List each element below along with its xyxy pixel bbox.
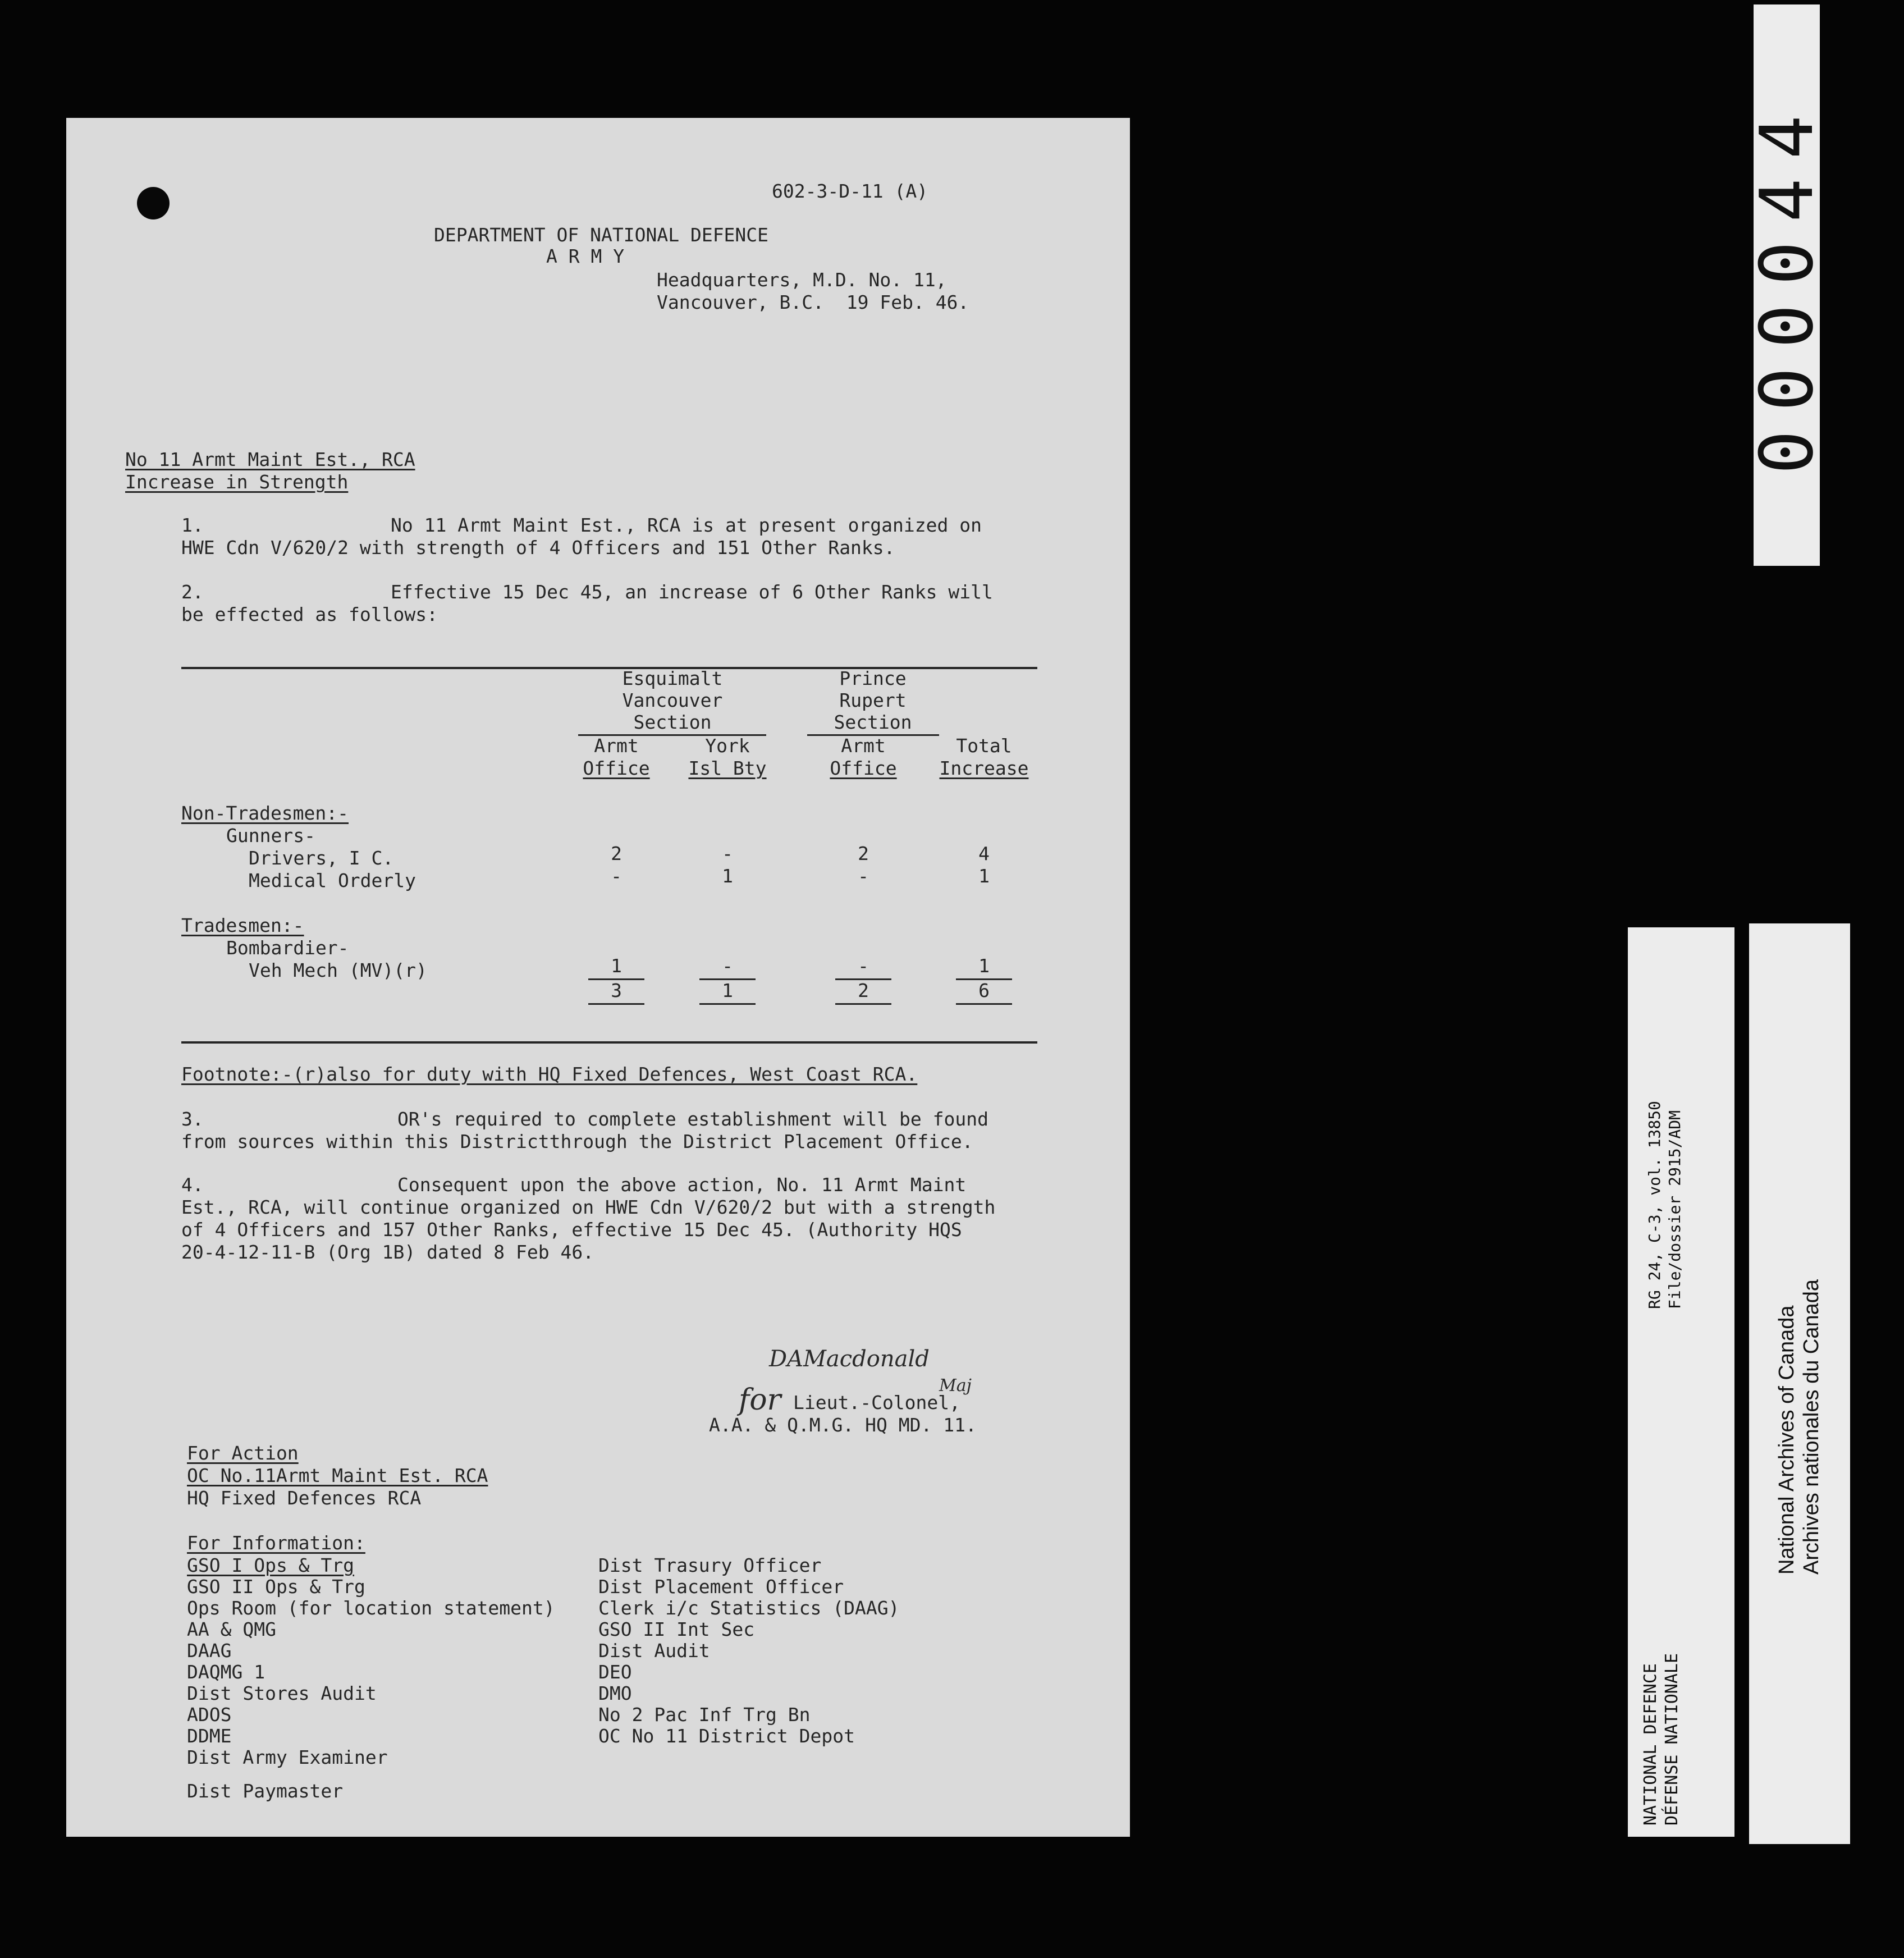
signature-office: A.A. & Q.M.G. HQ MD. 11. [709, 1414, 977, 1436]
info-left-item: DAAG [187, 1640, 232, 1662]
para1-line2: HWE Cdn V/620/2 with strength of 4 Officers and 151 Other Ranks. [181, 537, 895, 559]
total-double-rule-col2 [699, 1003, 756, 1005]
tradesmen-heading: Tradesmen:- [181, 914, 304, 936]
para4-line2: Est., RCA, will continue organized on HWE Cdn V/620/2 but with a strength [181, 1196, 996, 1218]
reference-line1: RG 24, C-3, vol. 13850 [1645, 1101, 1664, 1309]
for-action-item-2: HQ Fixed Defences RCA [187, 1487, 422, 1509]
medical-col2: 1 [722, 865, 733, 887]
medical-col4: 1 [978, 865, 990, 887]
para2-line2: be effected as follows: [181, 603, 438, 625]
for-information-heading: For Information: [187, 1532, 365, 1554]
department-heading: DEPARTMENT OF NATIONAL DEFENCE [434, 224, 769, 246]
info-left-item: Ops Room (for location statement) [187, 1597, 555, 1619]
signature-rank: Maj [939, 1376, 972, 1396]
vehmech-label: Veh Mech (MV)(r) [249, 959, 427, 981]
col1-header-1: Armt [594, 735, 639, 757]
col4-header-1: Total [956, 735, 1012, 757]
esquimalt-header-2: Vancouver [622, 689, 723, 711]
total-col3: 2 [858, 980, 869, 1001]
drivers-col3: 2 [858, 843, 869, 864]
signature-title: Lieut.-Colonel, [793, 1392, 961, 1413]
reel-number-stamp [1744, 4, 1829, 566]
prince-header-1: Prince [839, 667, 907, 689]
vehmech-col2: - [722, 955, 733, 977]
prince-header-2: Rupert [839, 689, 907, 711]
total-col4: 6 [978, 980, 990, 1001]
reference-line2: File/dossier 2915/ADM [1665, 1110, 1684, 1309]
subject-line2: Increase in Strength [125, 471, 349, 493]
archives-line1: National Archives of Canada [1775, 1305, 1798, 1575]
vehmech-col4: 1 [978, 955, 990, 977]
gunners-label: Gunners- [226, 825, 315, 847]
national-defence-line2: DÉFENSE NATIONALE [1662, 1653, 1682, 1826]
total-double-rule-col1 [588, 1003, 644, 1005]
punch-hole [137, 187, 170, 219]
file-reference: 602-3-D-11 (A) [772, 180, 928, 202]
info-right-item: Dist Placement Officer [598, 1576, 844, 1598]
info-left-item: Dist Army Examiner [187, 1746, 388, 1768]
footnote: Footnote:-(r)also for duty with HQ Fixed Defences, West Coast RCA. [181, 1063, 918, 1085]
esquimalt-header-3: Section [633, 711, 712, 733]
vehmech-col3: - [858, 955, 869, 977]
document-page [66, 118, 1130, 1837]
info-left-item: DDME [187, 1725, 232, 1747]
info-left-item: Dist Paymaster [187, 1780, 344, 1802]
reel-number: 000044 [1744, 96, 1829, 474]
info-left-item: GSO II Ops & Trg [187, 1576, 365, 1598]
para1-line1: No 11 Armt Maint Est., RCA is at present organized on [391, 514, 982, 536]
table-bottom-rule [181, 1041, 1037, 1044]
col2-header-2: Isl Bty [688, 757, 767, 779]
archives-line2: Archives nationales du Canada [1800, 1279, 1823, 1575]
drivers-col2: - [722, 843, 733, 864]
non-tradesmen-heading: Non-Tradesmen:- [181, 802, 349, 824]
national-archives-text [1774, 1279, 1824, 1575]
para3-number: 3. [181, 1108, 204, 1130]
total-double-rule-col4 [956, 1003, 1012, 1005]
signature: DAMacdonald [769, 1346, 930, 1372]
col3-header-2: Office [830, 757, 897, 779]
total-col1: 3 [611, 980, 622, 1001]
for-action-heading: For Action [187, 1442, 299, 1464]
para1-number: 1. [181, 514, 204, 536]
vehmech-col1: 1 [611, 955, 622, 977]
info-right-item: Dist Trasury Officer [598, 1554, 822, 1576]
para4-number: 4. [181, 1174, 204, 1196]
bombardier-label: Bombardier- [226, 937, 349, 959]
for-action-item-1: OC No.11Armt Maint Est. RCA [187, 1465, 488, 1486]
archive-reference [1645, 1101, 1685, 1309]
col3-header-1: Armt [841, 735, 886, 757]
hq-address-line2: Vancouver, B.C. 19 Feb. 46. [657, 291, 969, 313]
para2-line1: Effective 15 Dec 45, an increase of 6 Other Ranks will [391, 581, 993, 603]
info-right-item: GSO II Int Sec [598, 1618, 755, 1640]
total-col2: 1 [722, 980, 733, 1001]
info-left-item: GSO I Ops & Trg [187, 1554, 355, 1576]
para4-line1: Consequent upon the above action, No. 11 Armt Maint [397, 1174, 967, 1196]
signature-for: for [739, 1383, 781, 1417]
national-defence-line1: NATIONAL DEFENCE [1641, 1663, 1660, 1826]
medical-col1: - [611, 865, 622, 887]
info-left-item: ADOS [187, 1704, 232, 1726]
para3-line2: from sources within this Districtthrough the District Placement Office. [181, 1131, 973, 1152]
info-right-item: Clerk i/c Statistics (DAAG) [598, 1597, 900, 1619]
esquimalt-header-1: Esquimalt [622, 667, 723, 689]
total-double-rule-col3 [835, 1003, 891, 1005]
info-left-item: DAQMG 1 [187, 1661, 266, 1683]
para2-number: 2. [181, 581, 204, 603]
info-left-item: AA & QMG [187, 1618, 276, 1640]
medical-label: Medical Orderly [249, 870, 417, 891]
hq-address-line1: Headquarters, M.D. No. 11, [657, 269, 947, 291]
para4-line3: of 4 Officers and 157 Other Ranks, effective 15 Dec 45. (Authority HQS [181, 1219, 962, 1241]
archive-reference-label [1628, 927, 1734, 1837]
drivers-label: Drivers, I C. [249, 847, 394, 869]
para3-line1: OR's required to complete establishment will be found [397, 1108, 988, 1130]
info-right-item: Dist Audit [598, 1640, 710, 1662]
drivers-col1: 2 [611, 843, 622, 864]
info-left-item: Dist Stores Audit [187, 1682, 377, 1704]
info-right-item: DEO [598, 1661, 632, 1683]
medical-col3: - [858, 865, 869, 887]
col1-header-2: Office [583, 757, 650, 779]
info-right-item: No 2 Pac Inf Trg Bn [598, 1704, 811, 1726]
army-heading: A R M Y [546, 245, 625, 267]
para4-line4: 20-4-12-11-B (Org 1B) dated 8 Feb 46. [181, 1241, 594, 1263]
col2-header-1: York [705, 735, 750, 757]
info-right-item: DMO [598, 1682, 632, 1704]
subject-line1: No 11 Armt Maint Est., RCA [125, 449, 415, 470]
info-right-item: OC No 11 District Depot [598, 1725, 855, 1747]
national-defence-stamp [1640, 1653, 1683, 1826]
national-archives-label [1749, 923, 1850, 1844]
col4-header-2: Increase [939, 757, 1029, 779]
drivers-col4: 4 [978, 843, 990, 864]
prince-header-3: Section [834, 711, 912, 733]
